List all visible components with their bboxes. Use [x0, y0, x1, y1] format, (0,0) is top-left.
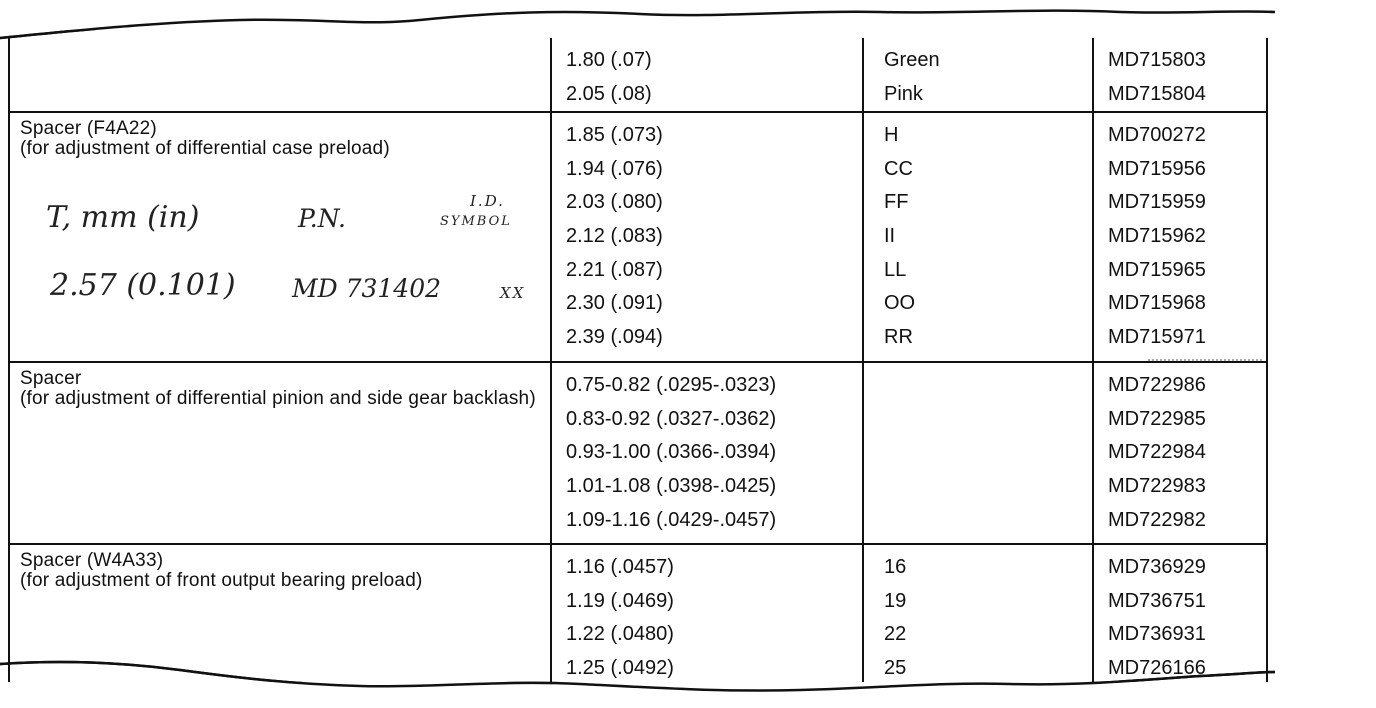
part-number: MD736931: [1108, 623, 1206, 646]
thickness-value: 1.16 (.0457): [566, 556, 674, 579]
id-symbol: 22: [884, 623, 907, 646]
handwritten-thickness-header: T, mm (in): [46, 200, 200, 235]
part-name: Spacer (W4A33): [20, 550, 164, 572]
thickness-value: 0.93-1.00 (.0366-.0394): [566, 441, 777, 464]
handwritten-symbol-header: SYMBOL: [440, 214, 512, 229]
part-number: MD715956: [1108, 157, 1206, 180]
part-number: MD715968: [1108, 292, 1206, 315]
id-symbol: OO: [884, 292, 916, 315]
thickness-value: 1.09-1.16 (.0429-.0457): [566, 508, 777, 531]
thickness-value: 0.75-0.82 (.0295-.0323): [566, 374, 777, 397]
part-number: MD715962: [1108, 224, 1206, 247]
id-symbol: II: [884, 224, 896, 247]
thickness-value: 2.30 (.091): [566, 292, 663, 315]
part-number: MD722984: [1108, 441, 1206, 464]
thickness-value: 1.22 (.0480): [566, 623, 674, 646]
thickness-value: 1.85 (.073): [566, 124, 663, 147]
thickness-value: 2.12 (.083): [566, 224, 663, 247]
thickness-value: 1.80 (.07): [566, 49, 652, 71]
part-number: MD715971: [1108, 325, 1206, 348]
thickness-value: 0.83-0.92 (.0327-.0362): [566, 407, 777, 430]
id-symbol: CC: [884, 157, 913, 180]
thickness-value: 2.21 (.087): [566, 258, 663, 281]
thickness-value: 2.05 (.08): [566, 82, 652, 105]
id-symbol: 16: [884, 556, 907, 579]
part-number: MD736929: [1108, 556, 1206, 579]
thickness-value: 2.03 (.080): [566, 191, 663, 214]
part-number: MD722982: [1108, 508, 1206, 531]
id-symbol: H: [884, 124, 899, 147]
id-symbol: 25: [884, 656, 907, 679]
id-symbol: 19: [884, 589, 907, 612]
part-number: MD700272: [1108, 124, 1206, 147]
handwritten-thickness-value: 2.57 (0.101): [50, 268, 236, 303]
part-number: MD715804: [1108, 82, 1206, 105]
part-note: (for adjustment of differential pinion and side gear backlash): [20, 388, 536, 410]
part-number: MD722986: [1108, 374, 1206, 397]
part-name: Spacer (F4A22): [20, 118, 157, 140]
part-note: (for adjustment of differential case preload): [20, 138, 390, 160]
id-symbol: LL: [884, 258, 907, 281]
handwritten-part-number: MD 731402: [292, 274, 442, 303]
thickness-value: 1.25 (.0492): [566, 656, 674, 679]
thickness-value: 1.94 (.076): [566, 157, 663, 180]
part-number: MD722985: [1108, 407, 1206, 430]
handwritten-id-header: I.D.: [470, 192, 505, 210]
handwritten-symbol: XX: [500, 284, 526, 302]
id-symbol: Green: [884, 49, 940, 71]
part-number: MD722983: [1108, 474, 1206, 497]
part-number: MD715965: [1108, 258, 1206, 281]
part-number: MD736751: [1108, 589, 1206, 612]
id-symbol: FF: [884, 191, 909, 214]
id-symbol: Pink: [884, 82, 923, 105]
id-symbol: RR: [884, 325, 913, 348]
part-number: MD715959: [1108, 191, 1206, 214]
thickness-value: 1.19 (.0469): [566, 589, 674, 612]
part-number: MD726166: [1108, 656, 1206, 679]
thickness-value: 2.39 (.094): [566, 325, 663, 348]
part-name: Spacer: [20, 368, 82, 390]
thickness-value: 1.01-1.08 (.0398-.0425): [566, 474, 777, 497]
handwritten-pn-header: P.N.: [298, 204, 346, 233]
part-note: (for adjustment of front output bearing preload): [20, 570, 423, 592]
part-number: MD715803: [1108, 49, 1206, 71]
